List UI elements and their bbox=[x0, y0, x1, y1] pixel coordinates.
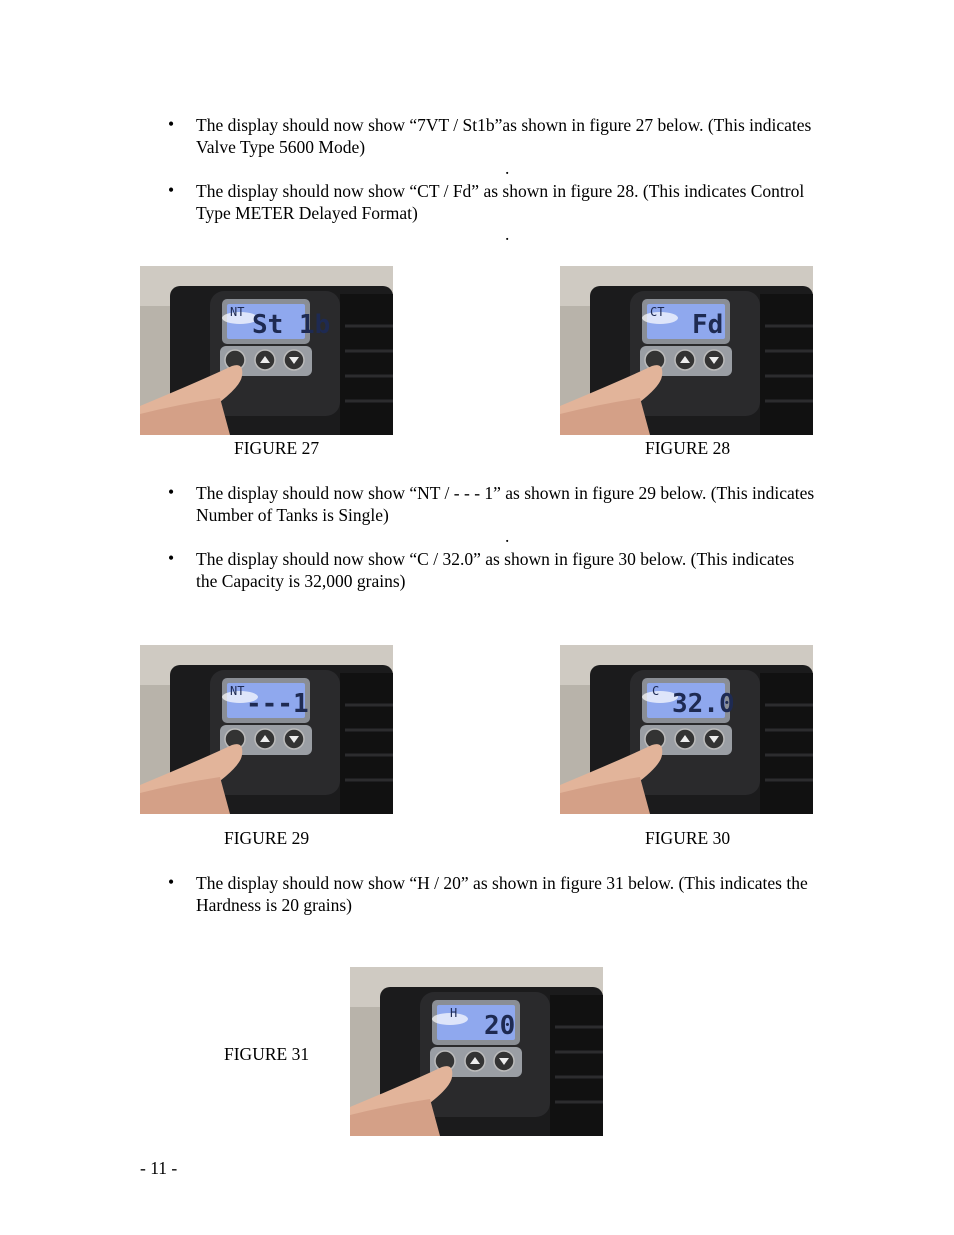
lcd-top-text: CT bbox=[650, 305, 665, 319]
bullet-icon: • bbox=[168, 548, 175, 568]
bullet-text: The display should now show “7VT / St1b”as shown in figure 27 below. (This indicates Valve Type 5600 Mode) bbox=[196, 115, 812, 157]
page-number: - 11 - bbox=[140, 1158, 178, 1178]
separator-period: . bbox=[505, 526, 510, 546]
figure-31-caption: FIGURE 31 bbox=[224, 1044, 310, 1064]
lcd-main-text: 32.0 bbox=[672, 689, 735, 719]
lcd-top-text: C bbox=[652, 684, 660, 698]
lcd-top-text: NT bbox=[230, 684, 245, 698]
lcd-main-text: 20 bbox=[484, 1011, 516, 1041]
bullet-icon: • bbox=[168, 180, 175, 200]
figure-30-photo bbox=[560, 645, 813, 814]
figure-27-photo bbox=[140, 266, 393, 435]
bullet-text: The display should now show “H / 20” as shown in figure 31 below. (This indicates the Hardness is 20 grains) bbox=[196, 873, 808, 915]
lcd-main-text: Fd bbox=[692, 310, 724, 340]
bullet-icon: • bbox=[168, 114, 175, 134]
lcd-main-text: ---1 bbox=[246, 689, 309, 719]
bullet-text: The display should now show “C / 32.0” as shown in figure 30 below. (This indicates the Capacity is 32,000 grains) bbox=[196, 549, 795, 591]
bullet-icon: • bbox=[168, 482, 175, 502]
bullet-text: The display should now show “NT / - - - 1” as shown in figure 29 below. (This indicates Number of Tanks is Single) bbox=[196, 483, 815, 525]
separator-period: . bbox=[505, 224, 510, 244]
bullet-text: The display should now show “CT / Fd” as shown in figure 28. (This indicates Control Type METER Delayed Format) bbox=[196, 181, 805, 223]
figure-27-caption: FIGURE 27 bbox=[234, 438, 320, 458]
bullet-icon: • bbox=[168, 872, 175, 892]
lcd-top-text: NT bbox=[230, 305, 245, 319]
lcd-main-text: St 1b bbox=[252, 310, 331, 340]
figure-28-photo bbox=[560, 266, 813, 435]
figure-29-caption: FIGURE 29 bbox=[224, 828, 310, 848]
figure-31-photo bbox=[350, 967, 603, 1136]
figure-29-photo bbox=[140, 645, 393, 814]
separator-period: . bbox=[505, 158, 510, 178]
lcd-top-text: H bbox=[450, 1006, 458, 1020]
figure-30-caption: FIGURE 30 bbox=[645, 828, 731, 848]
figure-28-caption: FIGURE 28 bbox=[645, 438, 731, 458]
